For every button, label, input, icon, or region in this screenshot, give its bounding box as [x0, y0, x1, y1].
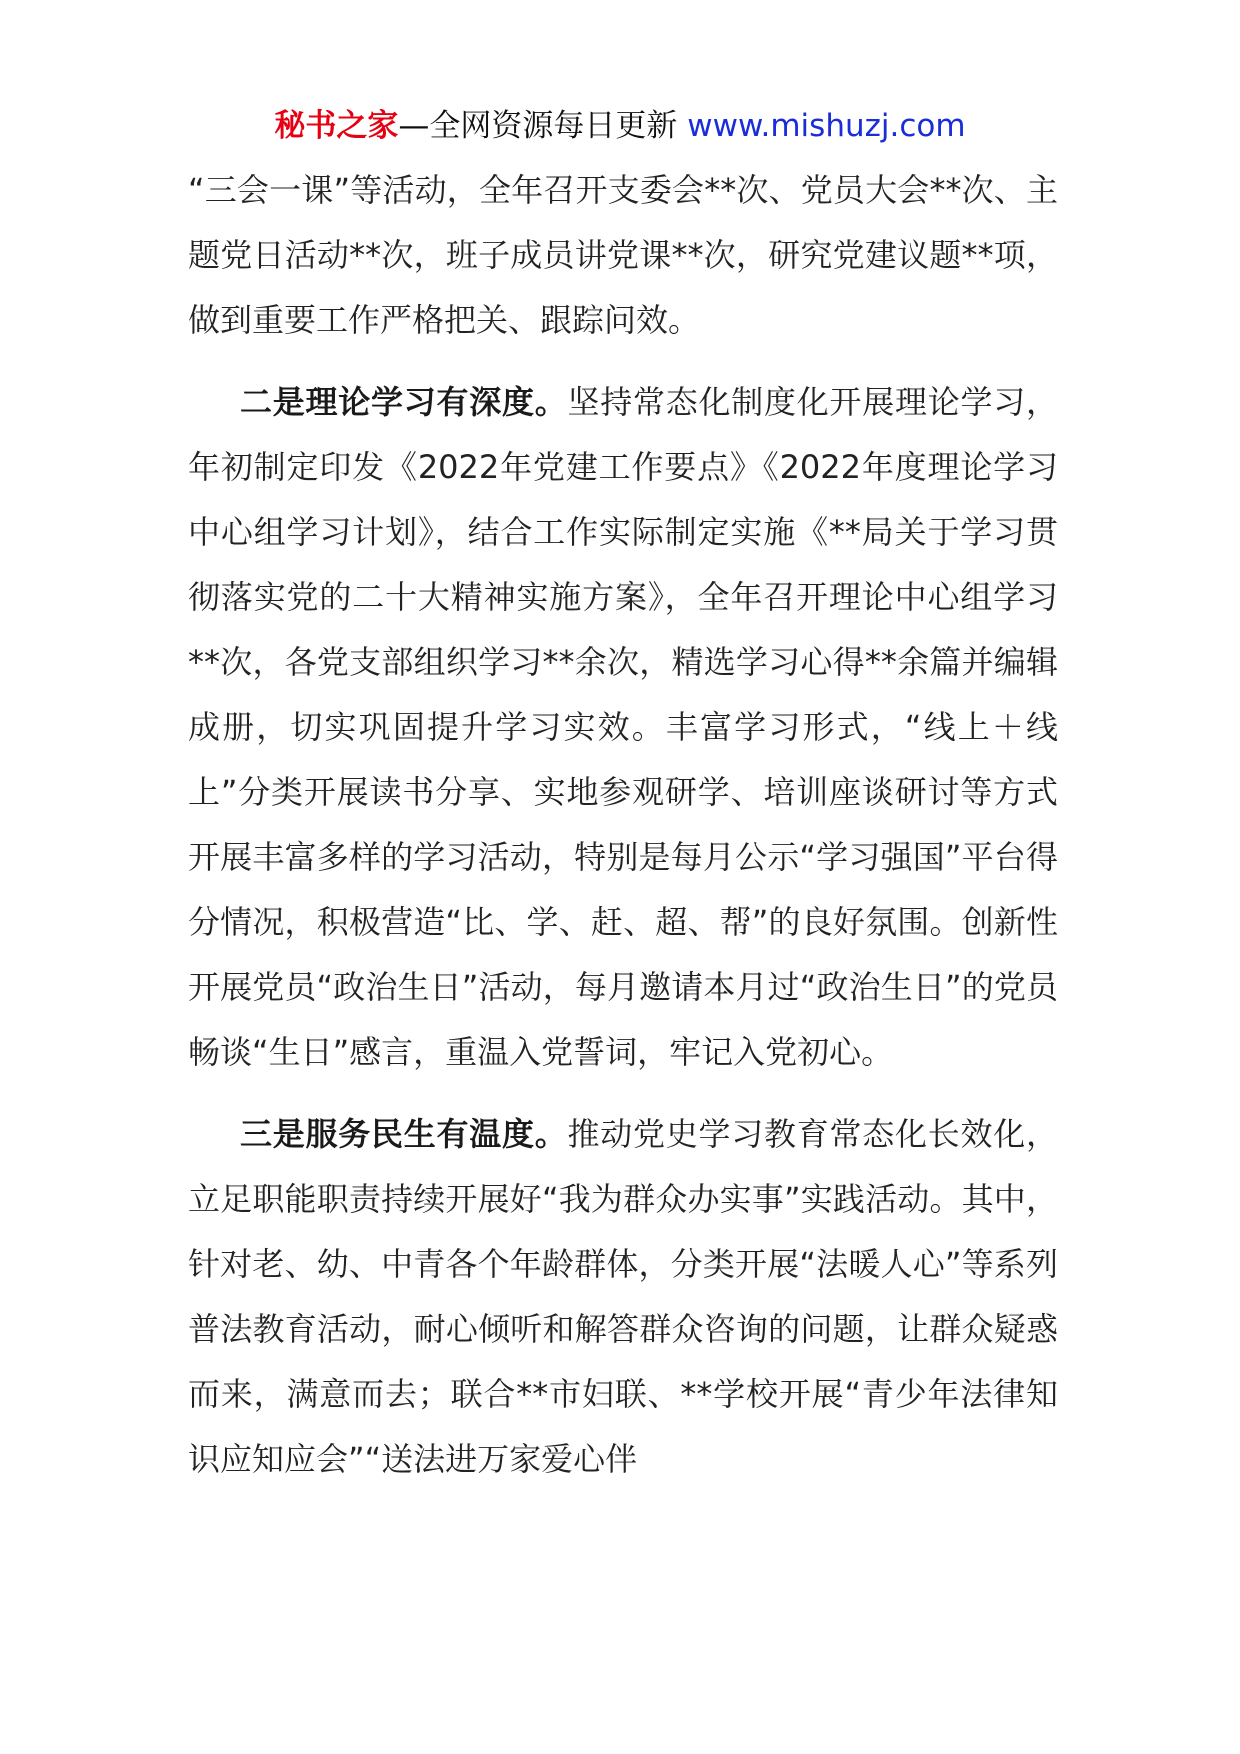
paragraph-text: 坚持常态化制度化开展理论学习，年初制定印发《2022年党建工作要点》《2022年度理论学习中心组学习计划》，结合工作实际制定实施《**局关于学习贯彻落实党的二十大精神实施方案》，全年召开理论中心组学习**次，各党支部组织学习**余次，精选学习心得**余篇并编辑成册，切实巩固提升学习实效。丰富学习形式，“线上＋线上”分类开展读书分享、实地参观研学、培训座谈研讨等方式开展丰富多样的学习活动，特别是每月公示“学习强国”平台得分情况，积极营造“比、学、赶、超、帮”的良好氛围。创新性开展党员“政治生日”活动，每月邀请本月过“政治生日”的党员畅谈“生日”感言，重温入党誓词，牢记入党初心。 — [188, 383, 1058, 1071]
document-body — [188, 158, 1058, 1509]
brand-name: 秘书之家 — [274, 108, 399, 144]
site-url-link[interactable]: www.mishuzj.com — [687, 108, 966, 144]
paragraph-heading: 三是服务民生有温度。 — [240, 1115, 568, 1153]
paragraph-text: 推动党史学习教育常态化长效化，立足职能职责持续开展好“我为群众办实事”实践活动。其中，针对老、幼、中青各个年龄群体，分类开展“法暖人心”等系列普法教育活动，耐心倾听和解答群众咨询的问题，让群众疑惑而来，满意而去；联合**市妇联、**学校开展“青少年法律知识应知应会”“送法进万家爱心伴 — [188, 1115, 1058, 1478]
paragraph-public-service — [188, 1102, 1058, 1492]
paragraph-continued — [188, 158, 1058, 353]
paragraph-text: “三会一课”等活动，全年召开支委会**次、党员大会**次、主题党日活动**次，班子成员讲党课**次，研究党建议题**项，做到重要工作严格把关、跟踪问效。 — [188, 171, 1058, 339]
site-banner — [0, 104, 1240, 148]
paragraph-heading: 二是理论学习有深度。 — [240, 383, 568, 421]
banner-slogan: —全网资源每日更新 — [398, 108, 688, 144]
paragraph-theory-study — [188, 370, 1058, 1085]
